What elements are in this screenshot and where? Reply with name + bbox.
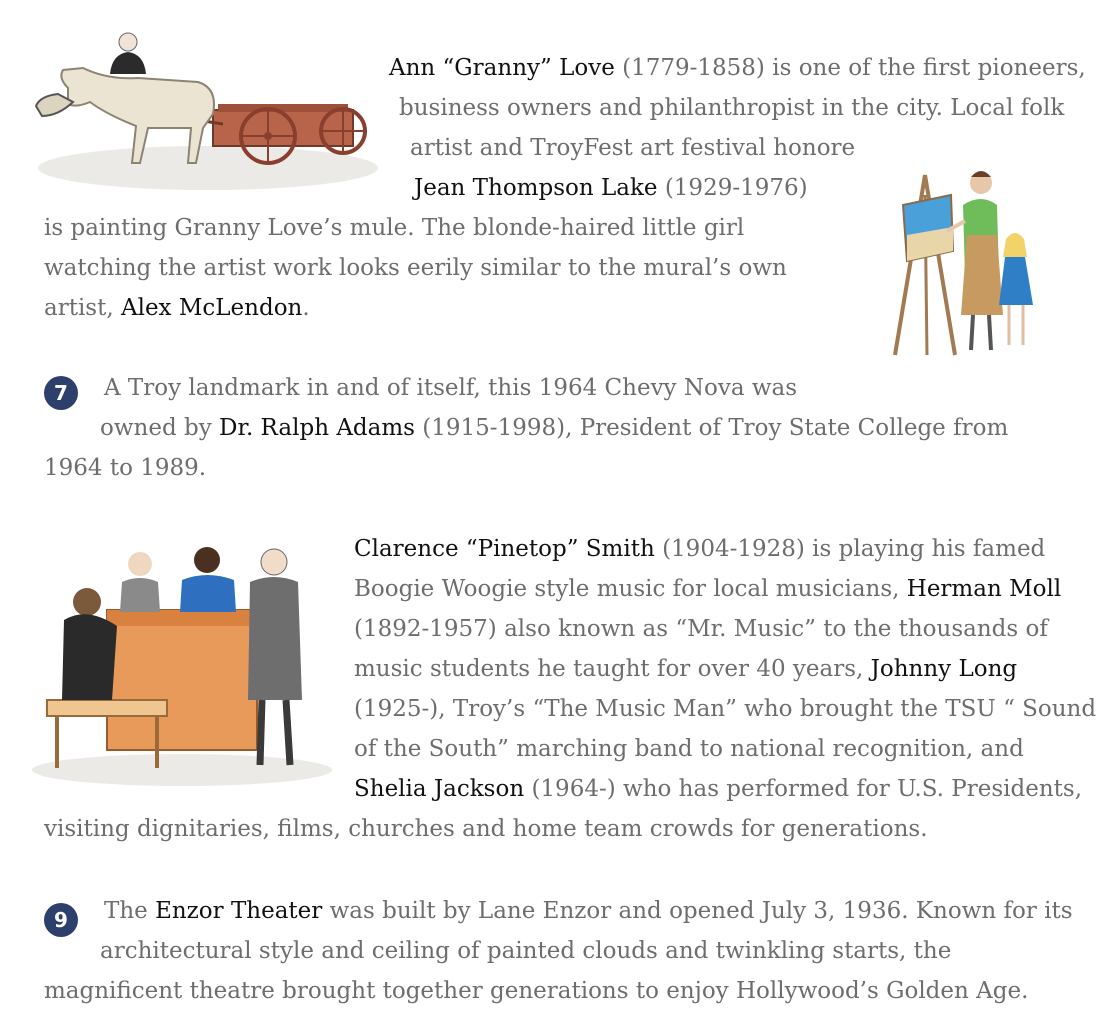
granny-line-3: artist and TroyFest art festival honore bbox=[410, 135, 856, 161]
granny-love-mule-wagon-illustration bbox=[28, 18, 378, 196]
granny-line-5: is painting Granny Love’s mule. The blonde-haired little girl bbox=[44, 215, 745, 241]
person-name-jean-thompson-lake: Jean Thompson Lake bbox=[414, 175, 658, 201]
person-name-johnny-long: Johnny Long bbox=[870, 656, 1018, 682]
granny-line-4: Jean Thompson Lake (1929-1976) bbox=[414, 175, 808, 201]
music-line-3: (1892-1957) also known as “Mr. Music” to the thousands of bbox=[354, 616, 1048, 642]
person-name-alex-mclendon: Alex McLendon bbox=[120, 295, 303, 321]
nova-line-3: 1964 to 1989. bbox=[44, 455, 207, 481]
theater-line-3: magnificent theatre brought together generations to enjoy Hollywood’s Golden Age. bbox=[44, 978, 1029, 1004]
person-name-clarence-pinetop-smith: Clarence “Pinetop” Smith bbox=[354, 536, 655, 562]
item-number-badge-9: 9 bbox=[44, 903, 78, 937]
item-number-badge-7: 7 bbox=[44, 376, 78, 410]
person-name-ann-granny-love: Ann “Granny” Love bbox=[389, 55, 615, 81]
theater-line-1: The Enzor Theater was built by Lane Enzor and opened July 3, 1936. Known for its bbox=[104, 898, 1073, 924]
music-line-2: Boogie Woogie style music for local musicians, Herman Moll bbox=[354, 576, 1062, 602]
person-name-shelia-jackson: Shelia Jackson bbox=[354, 776, 525, 802]
music-line-4: music students he taught for over 40 years, Johnny Long bbox=[354, 656, 1018, 682]
music-line-7: Shelia Jackson (1964-) who has performed for U.S. Presidents, bbox=[354, 776, 1083, 802]
nova-line-1: A Troy landmark in and of itself, this 1964 Chevy Nova was bbox=[104, 375, 798, 401]
piano-musicians-illustration bbox=[22, 540, 332, 790]
music-line-8: visiting dignitaries, films, churches and home team crowds for generations. bbox=[44, 816, 928, 842]
music-line-5: (1925-), Troy’s “The Music Man” who brought the TSU “ Sound bbox=[354, 696, 1097, 722]
granny-line-7: artist, Alex McLendon. bbox=[44, 295, 310, 321]
theater-line-2: architectural style and ceiling of painted clouds and twinkling starts, the bbox=[100, 938, 952, 964]
granny-line-2: business owners and philanthropist in the city. Local folk bbox=[399, 95, 1065, 121]
person-name-herman-moll: Herman Moll bbox=[906, 576, 1062, 602]
granny-line-6: watching the artist work looks eerily similar to the mural’s own bbox=[44, 255, 787, 281]
granny-line-1: Ann “Granny” Love (1779-1858) is one of the first pioneers, bbox=[389, 55, 1086, 81]
music-line-6: of the South” marching band to national recognition, and bbox=[354, 736, 1024, 762]
nova-line-2: owned by Dr. Ralph Adams (1915-1998), President of Troy State College from bbox=[100, 415, 1009, 441]
place-name-enzor-theater: Enzor Theater bbox=[155, 898, 323, 924]
painter-easel-girl-illustration bbox=[885, 165, 1065, 360]
person-name-ralph-adams: Dr. Ralph Adams bbox=[219, 415, 415, 441]
music-line-1: Clarence “Pinetop” Smith (1904-1928) is playing his famed bbox=[354, 536, 1046, 562]
